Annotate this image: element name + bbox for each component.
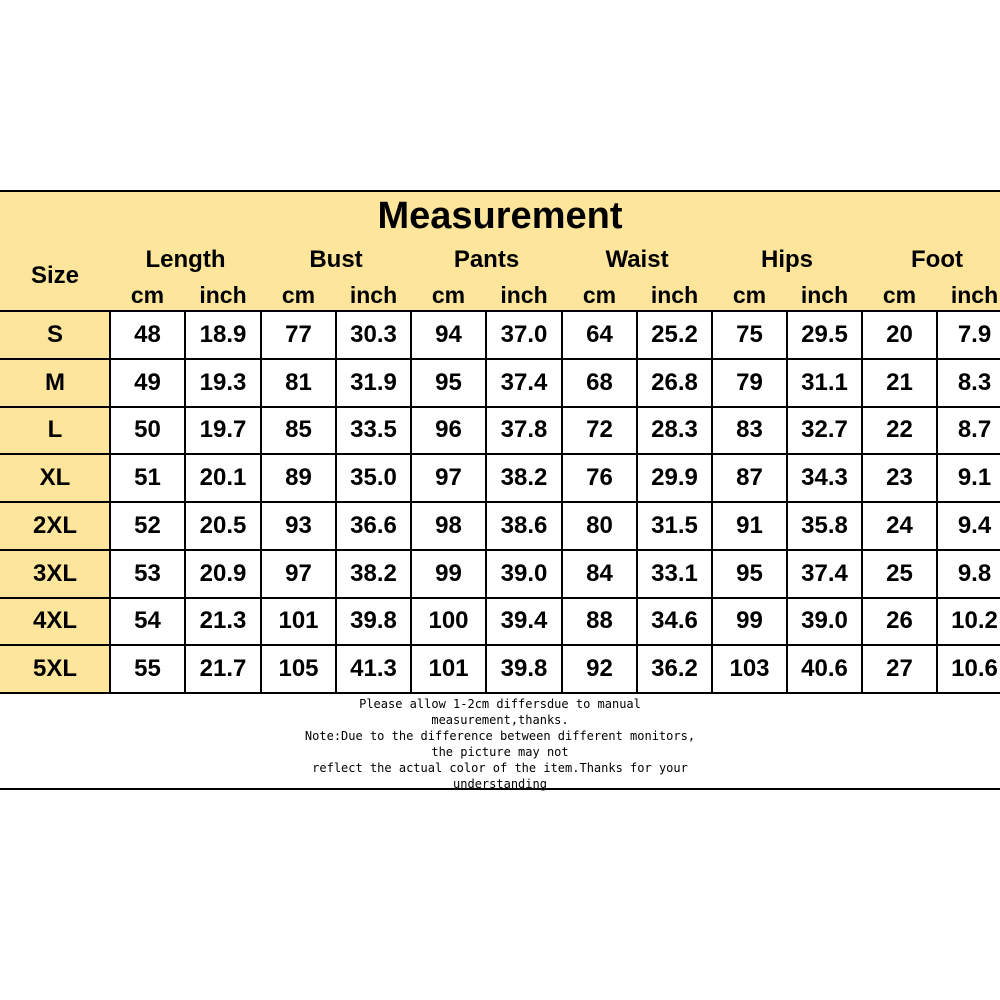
table-cell: 39.8 [350,607,397,635]
table-cell: 21.3 [199,607,247,635]
table-cell: 81 [285,368,312,396]
divider-line [861,310,863,693]
table-cell: 38.6 [500,511,548,539]
divider-line [711,310,713,693]
measure-header: Bust [261,241,411,279]
table-cell: 38.2 [350,559,397,587]
table-cell: 22 [886,416,913,444]
table-cell: 80 [586,511,613,539]
table-cell: 39.0 [801,607,848,635]
table-cell: 53 [134,559,161,587]
divider-line [636,310,638,693]
size-cell: 3XL [0,550,110,598]
unit-header: cm [862,279,937,311]
table-cell: 48 [134,320,161,348]
divider-line [0,310,1000,312]
table-cell: 99 [435,559,462,587]
unit-header: inch [787,279,862,311]
unit-header: inch [185,279,261,311]
table-cell: 103 [729,655,770,683]
table-cell: 99 [736,607,763,635]
table-cell: 10.6 [951,655,998,683]
divider-line [0,692,1000,694]
table-cell: 88 [586,607,613,635]
table-cell: 97 [435,464,462,492]
table-cell: 7.9 [957,320,992,348]
table-cell: 32.7 [801,416,848,444]
measure-header: Hips [712,241,862,279]
divider-line [0,406,1000,408]
table-cell: 84 [586,559,613,587]
size-cell: 4XL [0,598,110,646]
table-cell: 29.9 [651,464,698,492]
measure-header: Length [110,241,261,279]
divider-line [335,310,337,693]
divider-line [0,453,1000,455]
divider-line [0,597,1000,599]
table-cell: 75 [736,320,763,348]
table-cell: 92 [586,655,613,683]
table-cell: 8.7 [957,416,992,444]
table-cell: 40.6 [801,655,848,683]
table-cell: 34.6 [651,607,698,635]
size-cell: 5XL [0,645,110,693]
table-cell: 77 [285,320,312,348]
size-cell: S [0,311,110,359]
table-cell: 37.4 [801,559,848,587]
table-cell: 95 [435,368,462,396]
table-cell: 20 [886,320,913,348]
table-cell: 100 [428,607,469,635]
unit-header: inch [486,279,562,311]
table-cell: 36.2 [651,655,698,683]
unit-header: cm [411,279,486,311]
unit-header: cm [261,279,336,311]
measure-header: Foot [862,241,1000,279]
note-line: Note:Due to the difference between different monitors, [304,729,696,743]
table-cell: 26 [886,607,913,635]
table-cell: 68 [586,368,613,396]
table-cell: 85 [285,416,312,444]
table-cell: 37.8 [500,416,548,444]
note-line: understanding [453,777,547,791]
table-cell: 97 [285,559,312,587]
unit-header: inch [937,279,1000,311]
table-cell: 76 [586,464,613,492]
table-cell: 29.5 [801,320,848,348]
table-cell: 37.4 [500,368,548,396]
table-cell: 101 [278,607,319,635]
table-cell: 26.8 [651,368,698,396]
size-cell: XL [0,454,110,502]
table-cell: 72 [586,416,613,444]
table-cell: 21.7 [199,655,247,683]
note-line: reflect the actual color of the item.Thanks for your [312,761,688,775]
table-cell: 98 [435,511,462,539]
table-title: Measurement [0,191,1000,241]
table-cell: 30.3 [350,320,397,348]
table-cell: 51 [134,464,161,492]
table-cell: 49 [134,368,161,396]
table-cell: 64 [586,320,613,348]
table-cell: 21 [886,368,913,396]
table-cell: 93 [285,511,312,539]
table-cell: 27 [886,655,913,683]
table-cell: 101 [428,655,469,683]
table-cell: 18.9 [199,320,247,348]
unit-header: cm [110,279,185,311]
table-cell: 33.5 [350,416,397,444]
table-cell: 87 [736,464,763,492]
table-cell: 28.3 [651,416,698,444]
table-cell: 31.1 [801,368,848,396]
table-cell: 39.4 [500,607,548,635]
divider-line [0,549,1000,551]
table-cell: 9.8 [957,559,992,587]
table-cell: 41.3 [350,655,397,683]
table-cell: 50 [134,416,161,444]
divider-line [0,501,1000,503]
table-cell: 54 [134,607,161,635]
divider-line [0,644,1000,646]
measure-header: Waist [562,241,712,279]
table-cell: 33.1 [651,559,698,587]
divider-line [936,310,938,693]
unit-header: inch [336,279,411,311]
size-cell: M [0,359,110,407]
size-cell: 2XL [0,502,110,550]
note-line: Please allow 1-2cm differsdue to manual [359,697,641,711]
table-cell: 89 [285,464,312,492]
table-cell: 23 [886,464,913,492]
table-cell: 9.1 [957,464,992,492]
table-cell: 19.7 [199,416,247,444]
table-cell: 55 [134,655,161,683]
table-cell: 35.8 [801,511,848,539]
table-cell: 8.3 [957,368,992,396]
table-cell: 24 [886,511,913,539]
table-cell: 20.1 [199,464,247,492]
table-cell: 31.5 [651,511,698,539]
divider-line [109,310,111,693]
divider-line [786,310,788,693]
divider-line [0,358,1000,360]
divider-line [561,310,563,693]
divider-line [485,310,487,693]
table-cell: 79 [736,368,763,396]
table-cell: 20.9 [199,559,247,587]
table-cell: 10.2 [951,607,998,635]
table-cell: 35.0 [350,464,397,492]
table-cell: 20.5 [199,511,247,539]
table-cell: 105 [278,655,319,683]
note-line: the picture may not [431,745,569,759]
measure-header: Pants [411,241,562,279]
table-cell: 39.0 [500,559,548,587]
table-cell: 37.0 [500,320,548,348]
table-cell: 52 [134,511,161,539]
table-cell: 34.3 [801,464,848,492]
divider-line [184,310,186,693]
table-cell: 9.4 [957,511,992,539]
table-cell: 19.3 [199,368,247,396]
divider-line [410,310,412,693]
table-cell: 38.2 [500,464,548,492]
note-line: measurement,thanks. [431,713,569,727]
table-cell: 36.6 [350,511,397,539]
table-cell: 83 [736,416,763,444]
divider-line [260,310,262,693]
table-cell: 31.9 [350,368,397,396]
size-cell: L [0,407,110,455]
table-cell: 95 [736,559,763,587]
disclaimer-note [0,696,1000,792]
table-cell: 25 [886,559,913,587]
divider-line [0,190,1000,192]
unit-header: inch [637,279,712,311]
unit-header: cm [562,279,637,311]
size-column-header: Size [0,241,110,311]
table-cell: 96 [435,416,462,444]
table-cell: 39.8 [500,655,548,683]
table-cell: 25.2 [651,320,698,348]
table-cell: 94 [435,320,462,348]
table-cell: 91 [736,511,763,539]
unit-header: cm [712,279,787,311]
